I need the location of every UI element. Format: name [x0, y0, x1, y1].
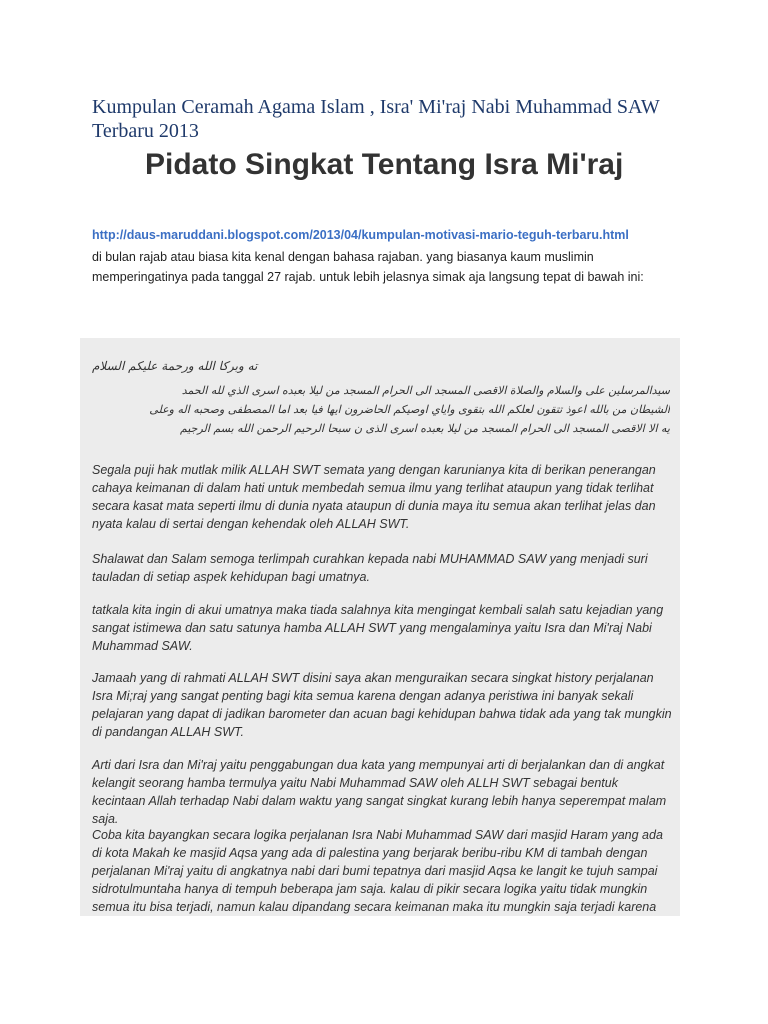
speech-paragraph: Jamaah yang di rahmati ALLAH SWT disini saya akan menguraikan secara singkat history perjalanan Isra Mi;raj yang sangat penting bagi kita semua karena dengan adanya peristiwa ini banyak sekali pelajaran yang dapat di jadikan barometer dan acuan bagi kehidupan bahwa tidak ada yang tak mungkin di pandangan ALLAH SWT.	[92, 671, 672, 739]
arabic-greeting	[80, 356, 680, 376]
speech-paragraph: Coba kita bayangkan secara logika perjalanan Isra Nabi Muhammad SAW dari masjid Haram yang ada di kota Makah ke masjid Aqsa yang ada di palestina yang berjarak beribu-ribu KM di tambah dengan perjalanan Mi'raj yaitu di angkatnya nabi dari bumi tepatnya dari masjid Aqsa ke langit ke tujuh sampai sidrotulmuntaha hanya di tempuh beberapa jam saja. kalau di pikir secara logika yaitu tidak mungkin semua itu bisa terjadi, namun kalau dipandang secara keimanan maka itu mungkin saja terjadi karena	[92, 828, 663, 914]
arabic-line: يه الا الاقصى المسجد الى الحرام المسجد من ليلا بعبده اسرى الذى ن سبحا الرحيم الرحمن الله بسم الرجيم	[180, 422, 670, 435]
arabic-line: الشيطان من بالله اعوذ تتقون لعلكم الله بتقوى واياي اوصيكم الحاضرون ايها فيا بعد اما المصطفى وصحبه اله وعلى	[149, 403, 670, 416]
arabic-opening	[80, 381, 680, 438]
speech-box	[80, 338, 680, 916]
speech-paragraph: tatkala kita ingin di akui umatnya maka tiada salahnya kita mengingat kembali salah satu kejadian yang sangat istimewa dan satu satunya hamba ALLAH SWT yang mengalaminya yaitu Isra dan Mi'raj Nabi Muhammad SAW.	[92, 603, 664, 653]
speech-paragraph: Segala puji hak mutlak milik ALLAH SWT semata yang dengan karunianya kita di berikan penerangan cahaya keimanan di dalam hati untuk membedah semua ilmu yang terlihat ataupun yang tidak terlihat secara kasat mata seperti ilmu di dunia nyata ataupun di dunia maya itu semua akan terlihat jelas dan nyata kalau di sertai dengan kehendak oleh ALLAH SWT.	[92, 463, 656, 531]
arabic-greeting-text: ته وبركا الله ورحمة عليكم السلام	[92, 359, 258, 373]
speech-paragraph: Shalawat dan Salam semoga terlimpah curahkan kepada nabi MUHAMMAD SAW yang menjadi suri tauladan di setiap aspek kehidupan bagi umatnya.	[92, 552, 648, 584]
source-link[interactable]: http://daus-maruddani.blogspot.com/2013/04/kumpulan-motivasi-mario-teguh-terbaru.html	[92, 228, 629, 242]
speech-paragraph: Arti dari Isra dan Mi'raj yaitu penggabungan dua kata yang mempunyai arti di berjalankan dan di angkat kelangit seorang hamba termulya yaitu Nabi Muhammad SAW oleh ALLH SWT sebagai bentuk kecintaan Allah terhadap Nabi dalam waktu yang sangat singkat kurang lebih hanya seperempat malam saja.	[92, 758, 667, 826]
arabic-line: سيدالمرسلين على والسلام والصلاة الاقصى المسجد الى الحرام المسجد من ليلا بعبده اسرى الذي لله الحمد	[181, 384, 670, 397]
intro-text: di bulan rajab atau biasa kita kenal dengan bahasa rajaban. yang biasanya kaum muslimin memperingatinya pada tanggal 27 rajab. untuk lebih jelasnya simak aja langsung tepat di bawah ini:	[92, 250, 644, 284]
article-title: Pidato Singkat Tentang Isra Mi'raj	[145, 148, 624, 181]
page-title: Kumpulan Ceramah Agama Islam , Isra' Mi'raj Nabi Muhammad SAW Terbaru 2013	[92, 96, 660, 142]
